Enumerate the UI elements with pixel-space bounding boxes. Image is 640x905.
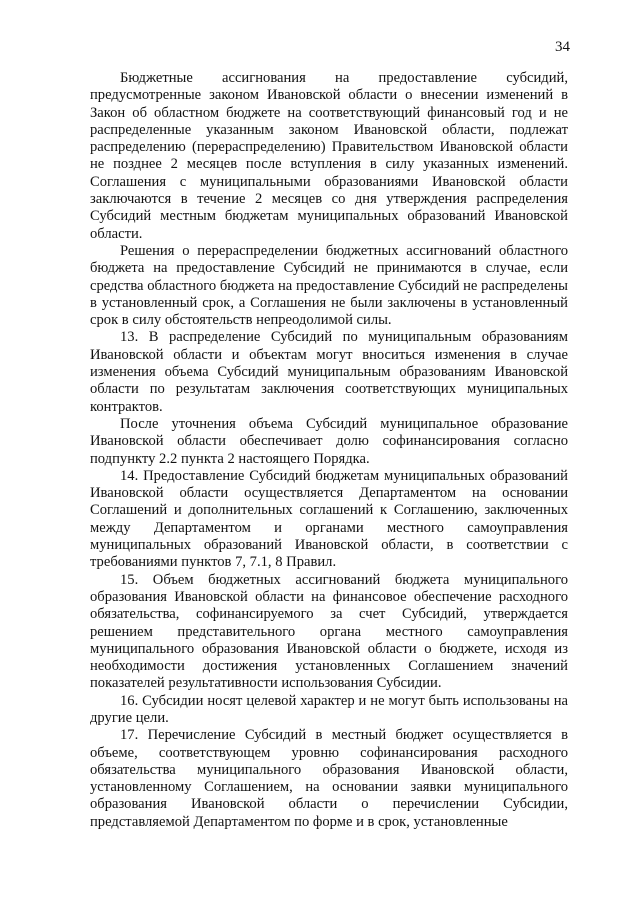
paragraph-item-13: 13. В распределение Субсидий по муниципальным образованиям Ивановской области и объектам могут вноситься изменения в случае изменения объема Субсидий муниципальным образованиям Ивановской области по результатам заключения соответствующих муниципальных контрактов. <box>90 329 568 415</box>
paragraph-item-14: 14. Предоставление Субсидий бюджетам муниципальных образований Ивановской области осуществляется Департаментом на основании Соглашений и дополнительных соглашений к Соглашению, заключенных между Департаментом и органами местного самоуправления муниципальных образований Ивановской области, в соответствии с требованиями пунктов 7, 7.1, 8 Правил. <box>90 467 568 571</box>
document-body <box>90 70 568 831</box>
paragraph-redistribution-decisions: Решения о перераспределении бюджетных ассигнований областного бюджета на предоставление Субсидий не принимаются в случае, если средства областного бюджета на предоставление Субсидий не распределены в установленный срок, а Соглашения не были заключены в установленный срок в силу обстоятельств непреодолимой силы. <box>90 242 568 329</box>
paragraph-cofinancing-share: После уточнения объема Субсидий муниципальное образование Ивановской области обеспечивает долю софинансирования согласно подпункту 2.2 пункта 2 настоящего Порядка. <box>90 415 568 467</box>
paragraph-item-16: 16. Субсидии носят целевой характер и не могут быть использованы на другие цели. <box>90 692 568 726</box>
paragraph-item-15: 15. Объем бюджетных ассигнований бюджета муниципального образования Ивановской области на финансовое обеспечение расходного обязательства, софинансируемого за счет Субсидий, утверждается решением представительного органа местного самоуправления муниципального образования Ивановской области о бюджете, исходя из необходимости достижения установленных Соглашением значений показателей результативности использования Субсидии. <box>90 571 568 692</box>
page-number: 34 <box>555 39 570 55</box>
paragraph-item-17: 17. Перечисление Субсидий в местный бюджет осуществляется в объеме, соответствующем уровню софинансирования расходного обязательства муниципального образования Ивановской области, установленному Соглашением, на основании заявки муниципального образования Ивановской области о перечислении Субсидии, представляемой Департаментом по форме и в срок, установленные <box>90 727 568 830</box>
paragraph-budget-allocations: Бюджетные ассигнования на предоставление субсидий, предусмотренные законом Ивановской области о внесении изменений в Закон об областном бюджете на соответствующий финансовый год и не распределенные указанным законом Ивановской области, подлежат распределению (перераспределению) Правительством Ивановской области не позднее 2 месяцев после вступления в силу указанных изменений. Соглашения с муниципальными образованиями Ивановской области заключаются в течение 2 месяцев со дня утверждения распределения Субсидий местным бюджетам муниципальных образований Ивановской области. <box>90 70 568 242</box>
